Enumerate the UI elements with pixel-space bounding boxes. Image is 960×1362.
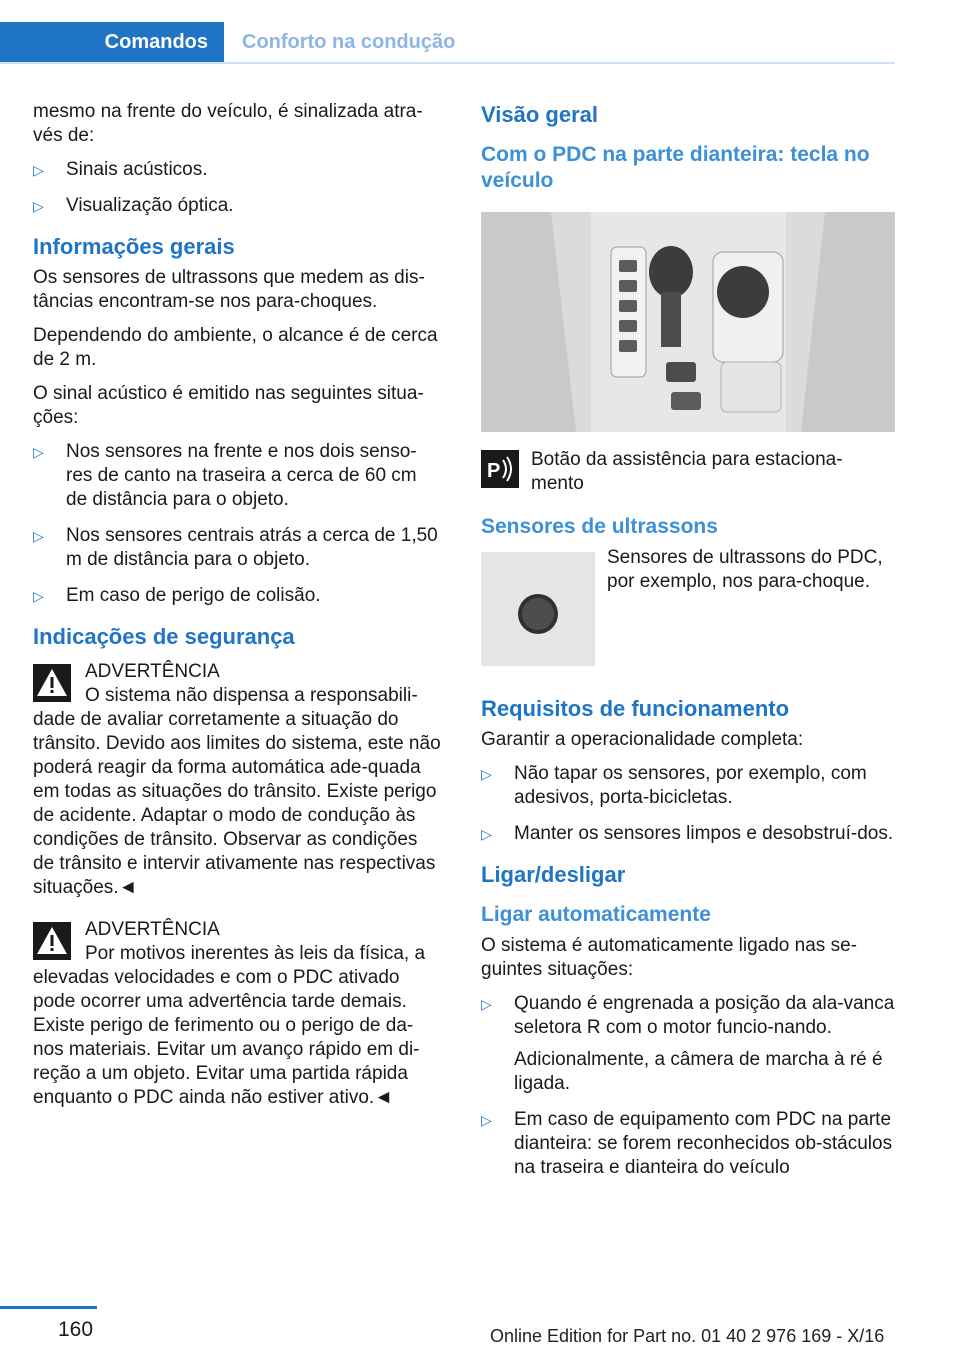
- edition-note: Online Edition for Part no. 01 40 2 976 169 - X/16: [490, 1326, 885, 1346]
- caption-text: Botão da assistência para estaciona-mento: [531, 449, 843, 494]
- left-column: [33, 100, 443, 1128]
- list-item: ▷ Nos sensores na frente e nos dois senso-res de canto na traseira a cerca de 60 cm de distância para o objeto.: [33, 440, 443, 512]
- list-item-text: ▷ Quando é engrenada a posição da ala-vanca seletora R com o motor funcio-nando.: [514, 993, 895, 1038]
- list-item: ▷ Manter os sensores limpos e desobstruí-dos.: [481, 822, 895, 846]
- warning-triangle-icon: [33, 664, 71, 702]
- paragraph: Os sensores de ultrassons que medem as dis-tâncias encontram-se nos para-choques.: [33, 267, 425, 312]
- warning-triangle-icon: [33, 922, 71, 960]
- park-assist-button-icon: [481, 450, 519, 488]
- intro-text: mesmo na frente do veículo, é sinalizada atra-vés de:: [33, 101, 423, 146]
- situation-list: [33, 440, 443, 608]
- heading-on-off: Ligar/desligar: [481, 862, 626, 887]
- header-tabs: [0, 22, 895, 64]
- park-assist-caption: [481, 448, 895, 496]
- tab-comandos[interactable]: Comandos: [0, 22, 224, 62]
- sensor-section: [481, 546, 895, 666]
- center-console-image: [481, 212, 895, 432]
- heading-safety: Indicações de segurança: [33, 624, 295, 649]
- sensor-description: Sensores de ultrassons do PDC, por exemplo, nos para-choque.: [607, 547, 883, 592]
- paragraph: O sinal acústico é emitido nas seguintes situa-ções:: [33, 383, 424, 428]
- svg-text:P: P: [487, 460, 501, 482]
- heading-overview: Visão geral: [481, 102, 598, 127]
- list-item-note: Adicionalmente, a câmera de marcha à ré é ligada.: [514, 1049, 883, 1094]
- heading-general-info: Informações gerais: [33, 234, 235, 259]
- heading-sensors: Sensores de ultrassons: [481, 515, 718, 538]
- warning-block: [33, 660, 443, 900]
- paragraph: Garantir a operacionalidade completa:: [481, 729, 804, 750]
- warning-text: O sistema não dispensa a responsabili-dade de avaliar corretamente a situação do trânsito. Devido aos limites do sistema, este não poderá reagir da forma automática ade-quada em todas as situações do trânsito. Existe perigo de acidente. Adaptar o modo de condução às condições de trânsito. Observar as condições de trânsito e intervir ativamente nas respectivas situações.◄: [33, 685, 441, 898]
- list-item: ▷ Não tapar os sensores, por exemplo, com adesivos, porta-bicicletas.: [481, 762, 895, 810]
- heading-front-pdc: Com o PDC na parte dianteira: tecla no veículo: [481, 143, 870, 192]
- list-item: [481, 992, 895, 1096]
- tab-conforto[interactable]: Conforto na condução: [242, 31, 456, 53]
- list-item: ▷ Em caso de perigo de colisão.: [33, 584, 443, 608]
- heading-auto-on: Ligar automaticamente: [481, 903, 711, 926]
- paragraph: Dependendo do ambiente, o alcance é de cerca de 2 m.: [33, 325, 438, 370]
- warning-title: ADVERTÊNCIA: [85, 919, 220, 940]
- warning-text: Por motivos inerentes às leis da física, a elevadas velocidades e com o PDC ativado pode ocorrer uma advertência tarde demais. Existe perigo de ferimento ou o perigo de da-nos materiais. Evitar um avanço rápido em di-reção a um objeto. Evitar uma partida rápida enquanto o PDC ainda não estiver ativo.◄: [33, 943, 426, 1108]
- paragraph: O sistema é automaticamente ligado nas se-guintes situações:: [481, 935, 857, 980]
- right-column: [481, 100, 895, 1192]
- list-item: ▷ Em caso de equipamento com PDC na parte dianteira: se forem reconhecidos ob-stáculos na traseira e dianteira do veículo: [481, 1108, 895, 1180]
- list-item: ▷ Visualização óptica.: [33, 194, 443, 218]
- list-item: ▷ Nos sensores centrais atrás a cerca de 1,50 m de distância para o objeto.: [33, 524, 443, 572]
- page-number: 160: [58, 1318, 94, 1341]
- signal-list: [33, 158, 443, 218]
- list-item: ▷ Sinais acústicos.: [33, 158, 443, 182]
- warning-block: [33, 918, 443, 1110]
- footer-rule: [0, 1306, 97, 1309]
- auto-on-list: [481, 992, 895, 1180]
- heading-requirements: Requisitos de funcionamento: [481, 696, 790, 721]
- warning-title: ADVERTÊNCIA: [85, 661, 220, 682]
- requirements-list: [481, 762, 895, 846]
- ultrasonic-sensor-image: [481, 552, 595, 666]
